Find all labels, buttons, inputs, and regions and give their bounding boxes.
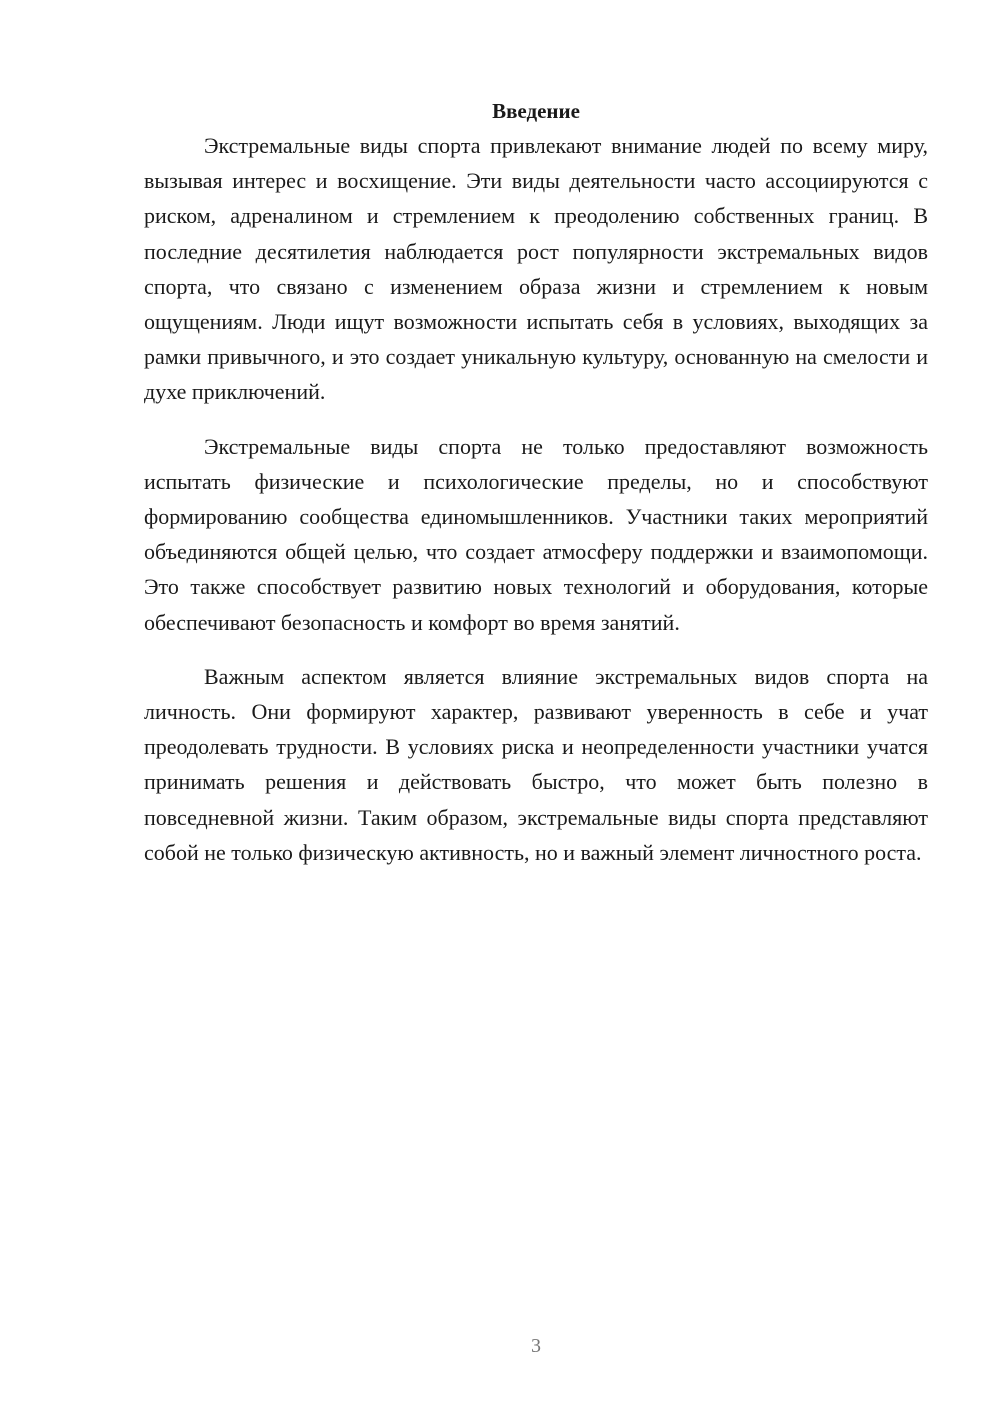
paragraph-1: Экстремальные виды спорта привлекают внимание людей по всему миру, вызывая интерес и восхищение. Эти виды деятельности часто ассоциируются с риском, адреналином и стремлением к преодолению собственных границ. В последние десятилетия наблюдается рост популярности экстремальных видов спорта, что связано с изменением образа жизни и стремлением к новым ощущениям. Люди ищут возможности испытать себя в условиях, выходящих за рамки привычного, и это создает уникальную культуру, основанную на смелости и духе приключений.: [144, 133, 928, 405]
section-title: Введение: [492, 99, 580, 123]
paragraph-3: Важным аспектом является влияние экстремальных видов спорта на личность. Они формируют характер, развивают уверенность в себе и учат преодолевать трудности. В условиях риска и неопределенности участники учатся принимать решения и действовать быстро, что может быть полезно в повседневной жизни. Таким образом, экстремальные виды спорта представляют собой не только физическую активность, но и важный элемент личностного роста.: [144, 663, 928, 865]
page-content: [144, 94, 928, 870]
page-number: 3: [531, 1335, 541, 1357]
paragraph-2: Экстремальные виды спорта не только предоставляют возможность испытать физические и психологические пределы, но и способствуют формированию сообщества единомышленников. Участники таких мероприятий объединяются общей целью, что создает атмосферу поддержки и взаимопомощи. Это также способствует развитию новых технологий и оборудования, которые обеспечивают безопасность и комфорт во время занятий.: [144, 433, 928, 635]
